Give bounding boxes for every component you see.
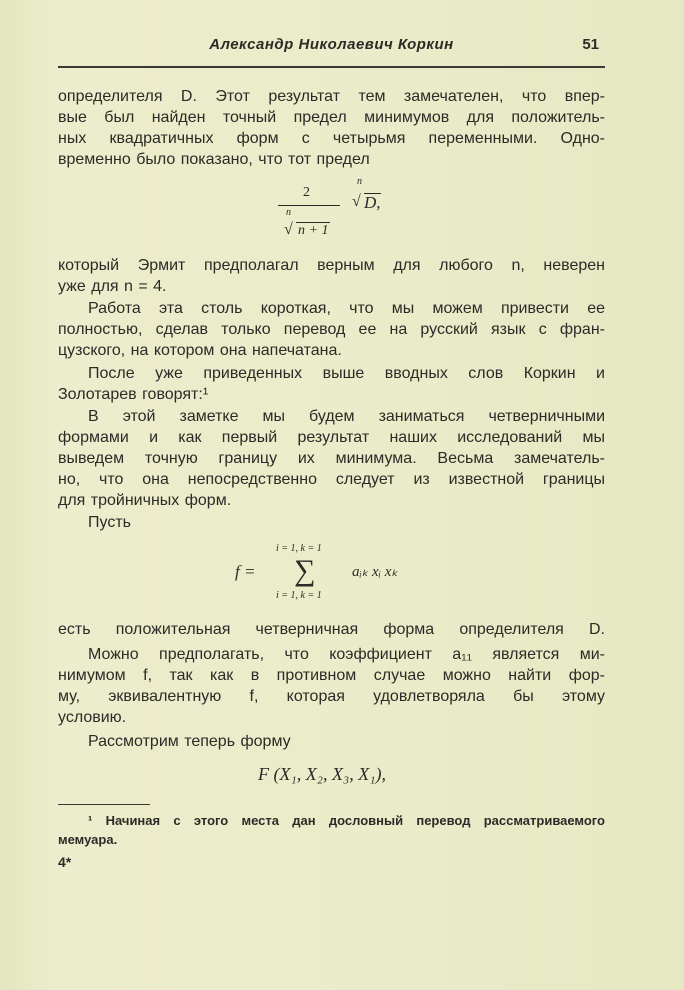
radicand: D, xyxy=(364,193,381,212)
text-line: нимумом f, так как в противном случае можно найти фор- xyxy=(58,667,605,684)
fraction-numerator: 2 xyxy=(303,185,310,200)
text-line: определителя D. Этот результат тем замечателен, что впер- xyxy=(58,88,605,105)
page-number: 51 xyxy=(582,36,599,53)
text-line: Пусть xyxy=(88,514,131,531)
fraction-bar xyxy=(278,205,340,206)
text-line: полностью, сделав только перевод ее на русский язык с фран- xyxy=(58,321,605,338)
sum-term: aᵢₖ xᵢ xₖ xyxy=(352,564,398,580)
text-line: есть положительная четверничная форма определителя D. xyxy=(58,621,605,638)
footnote-line: мемуара. xyxy=(58,832,118,847)
text-line: вые был найден точный предел минимумов для положитель- xyxy=(58,109,605,126)
root-index: n xyxy=(357,176,362,187)
text-line: формами и как первый результат наших исследований мы xyxy=(58,429,605,446)
text-line: который Эрмит предполагал верным для любого n, неверен xyxy=(58,257,605,274)
text-line: В этой заметке мы будем заниматься четверничными xyxy=(88,408,605,425)
sum-lower-limit: i = 1, k = 1 xyxy=(276,590,322,601)
text-line: ных квадратичных форм с четырьмя переменными. Одно- xyxy=(58,130,605,147)
text-line: условию. xyxy=(58,709,127,726)
footnote-rule xyxy=(58,804,150,805)
text-line: Можно предполагать, что коэффициент a₁₁ является ми- xyxy=(88,646,605,663)
root-index: n xyxy=(286,207,291,218)
text-line: выведем точную границу их минимума. Весьма замечатель- xyxy=(58,450,605,467)
formula-form: F (X₁, X₂, X₃, X₁), xyxy=(258,764,386,784)
text-line: Рассмотрим теперь форму xyxy=(88,733,291,750)
footnote-line: ¹ Начиная с этого места дан дословный перевод рассматриваемого xyxy=(88,813,605,828)
sum-lhs: f = xyxy=(235,562,256,581)
text-line: му, эквивалентную f, которая удовлетворяла бы этому xyxy=(58,688,605,705)
signature-mark: 4* xyxy=(58,854,72,870)
text-line: временно было показано, что тот предел xyxy=(58,151,370,168)
text-line: Работа эта столь короткая, что мы можем привести ее xyxy=(88,300,605,317)
radical-sign: √ xyxy=(352,193,361,210)
sum-upper-limit: i = 1, k = 1 xyxy=(276,543,322,554)
header-rule xyxy=(58,66,605,68)
text-line: После уже приведенных выше вводных слов Коркин и xyxy=(88,365,605,382)
text-line: для тройничных форм. xyxy=(58,492,232,509)
running-header xyxy=(58,36,605,58)
sigma-symbol: ∑ xyxy=(294,554,316,587)
text-line: уже для n = 4. xyxy=(58,278,167,295)
text-line: цузского, на котором она напечатана. xyxy=(58,342,342,359)
text-line: но, что она непосредственно следует из известной границы xyxy=(58,471,605,488)
running-title: Александр Николаевич Коркин xyxy=(209,36,454,53)
text-line: Золотарев говорят:¹ xyxy=(58,386,209,403)
radical-sign: √ xyxy=(284,221,293,238)
radicand: n + 1 xyxy=(298,223,329,238)
